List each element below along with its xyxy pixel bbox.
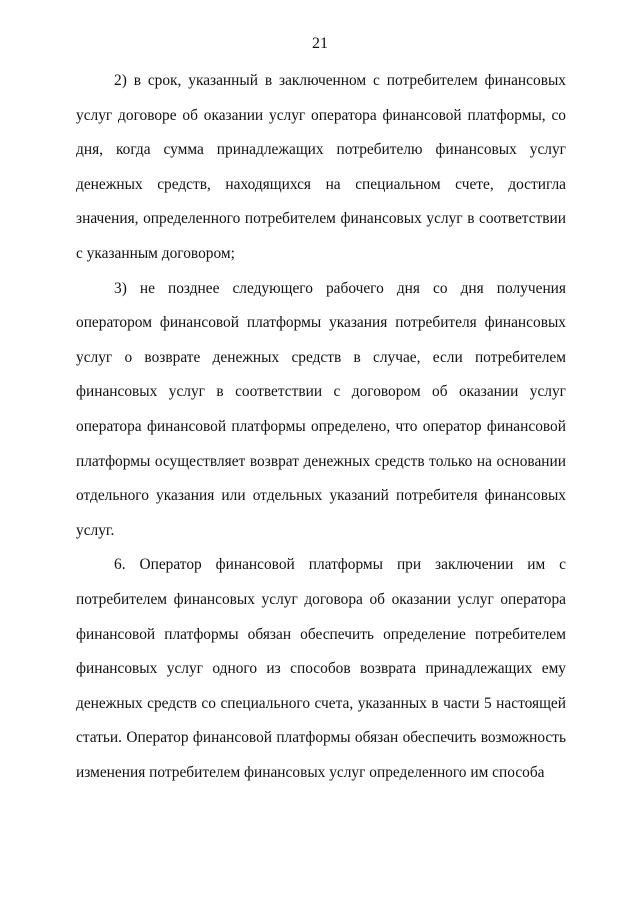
document-body: [76, 64, 566, 790]
paragraph-item-3: 3) не позднее следующего рабочего дня со дня получения оператором финансовой платформы указания потребителя финансовых услуг о возврате денежных средств в случае, если потребителем финансовых услуг в соответствии с договором об оказании услуг оператора финансовой платформы определено, что оператор финансовой платформы осуществляет возврат денежных средств только на основании отдельного указания или отдельных указаний потребителя финансовых услуг.: [76, 279, 566, 539]
paragraph-part-6: 6. Оператор финансовой платформы при заключении им с потребителем финансовых услуг договора об оказании услуг оператора финансовой платформы обязан обеспечить определение потребителем финансовых услуг одного из способов возврата принадлежащих ему денежных средств со специального счета, указанных в части 5 настоящей статьи. Оператор финансовой платформы обязан обеспечить возможность изменения потребителем финансовых услуг определенного им способа: [76, 556, 566, 781]
paragraph-item-2: 2) в срок, указанный в заключенном с потребителем финансовых услуг договоре об оказании услуг оператора финансовой платформы, со дня, когда сумма принадлежащих потребителю финансовых услуг денежных средств, находящихся на специальном счете, достигла значения, определенного потребителем финансовых услуг в соответствии с указанным договором;: [76, 72, 566, 262]
page-number: 21: [312, 35, 328, 52]
